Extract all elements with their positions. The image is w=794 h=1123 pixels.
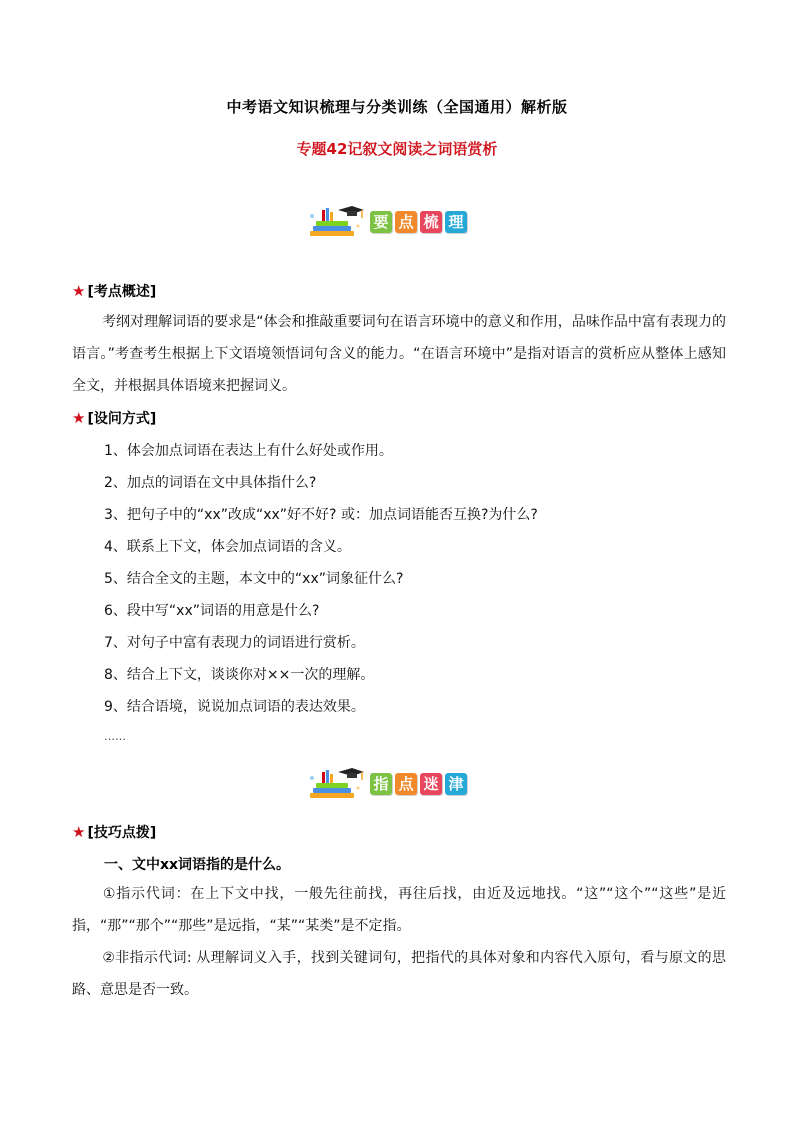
- banner-key-points-title: [370, 211, 467, 233]
- section-heading-overview: [72, 281, 156, 301]
- overview-paragraph: [72, 306, 726, 402]
- list-item: 3、把句子中的“xx”改成“xx”好不好? 或：加点词语能否互换?为什么?: [104, 507, 538, 523]
- banner-char: 点: [395, 211, 417, 233]
- tip-point-heading: 一、文中xx词语指的是什么。: [104, 857, 291, 873]
- books-graduation-cap-icon: [308, 204, 366, 240]
- banner-guidance: [308, 766, 488, 802]
- tip-text: ①指示代词：在上下文中找，一般先往前找，再往后找，由近及远地找。“这”“这个”“这些”是近指，“那”“那个”“那些”是远指，“某”“某类”是不定指。: [72, 886, 726, 934]
- banner-char: 要: [370, 211, 392, 233]
- section-heading-label: [考点概述]: [87, 284, 157, 300]
- section-heading-question-types: [72, 408, 156, 428]
- section-heading-label: [设问方式]: [87, 411, 157, 427]
- star-icon: ★: [72, 823, 86, 841]
- list-item: 1、体会加点词语在表达上有什么好处或作用。: [104, 443, 393, 459]
- list-item: 2、加点的词语在文中具体指什么?: [104, 475, 317, 491]
- list-item: 6、段中写“xx”词语的用意是什么?: [104, 603, 320, 619]
- banner-char: 指: [370, 773, 392, 795]
- list-item: 8、结合上下文，谈谈你对××一次的理解。: [104, 667, 375, 683]
- star-icon: ★: [72, 282, 86, 300]
- banner-key-points: [308, 204, 488, 240]
- ellipsis: ……: [104, 730, 126, 743]
- star-icon: ★: [72, 409, 86, 427]
- list-item: 9、结合语境，说说加点词语的表达效果。: [104, 699, 365, 715]
- overview-text: 考纲对理解词语的要求是“体会和推敲重要词句在语言环境中的意义和作用，品味作品中富有表现力的语言。”考查考生根据上下文语境领悟词句含义的能力。“在语言环境中”是指对语言的赏析应从整体上感知全文，并根据具体语境来把握词义。: [72, 314, 726, 394]
- document-title: 中考语文知识梳理与分类训练（全国通用）解析版: [226, 98, 568, 116]
- banner-char: 梳: [420, 211, 442, 233]
- section-heading-tips: [72, 822, 156, 842]
- section-heading-label: [技巧点拨]: [87, 825, 157, 841]
- list-item: 4、联系上下文，体会加点词语的含义。: [104, 539, 351, 555]
- books-graduation-cap-icon: [308, 766, 366, 802]
- tip-text: ②非指示代词: 从理解词义入手，找到关键词句，把指代的具体对象和内容代入原句，看与原文的思路、意思是否一致。: [72, 950, 726, 998]
- banner-char: 迷: [420, 773, 442, 795]
- tip-paragraph-non-demonstrative: [72, 942, 726, 1006]
- list-item: 7、对句子中富有表现力的词语进行赏析。: [104, 635, 365, 651]
- tip-paragraph-demonstrative: [72, 878, 726, 942]
- banner-char: 理: [445, 211, 467, 233]
- document-subtitle: 专题42记叙文阅读之词语赏析: [296, 140, 498, 158]
- banner-guidance-title: [370, 773, 467, 795]
- list-item: 5、结合全文的主题，本文中的“xx”词象征什么?: [104, 571, 404, 587]
- banner-char: 点: [395, 773, 417, 795]
- banner-char: 津: [445, 773, 467, 795]
